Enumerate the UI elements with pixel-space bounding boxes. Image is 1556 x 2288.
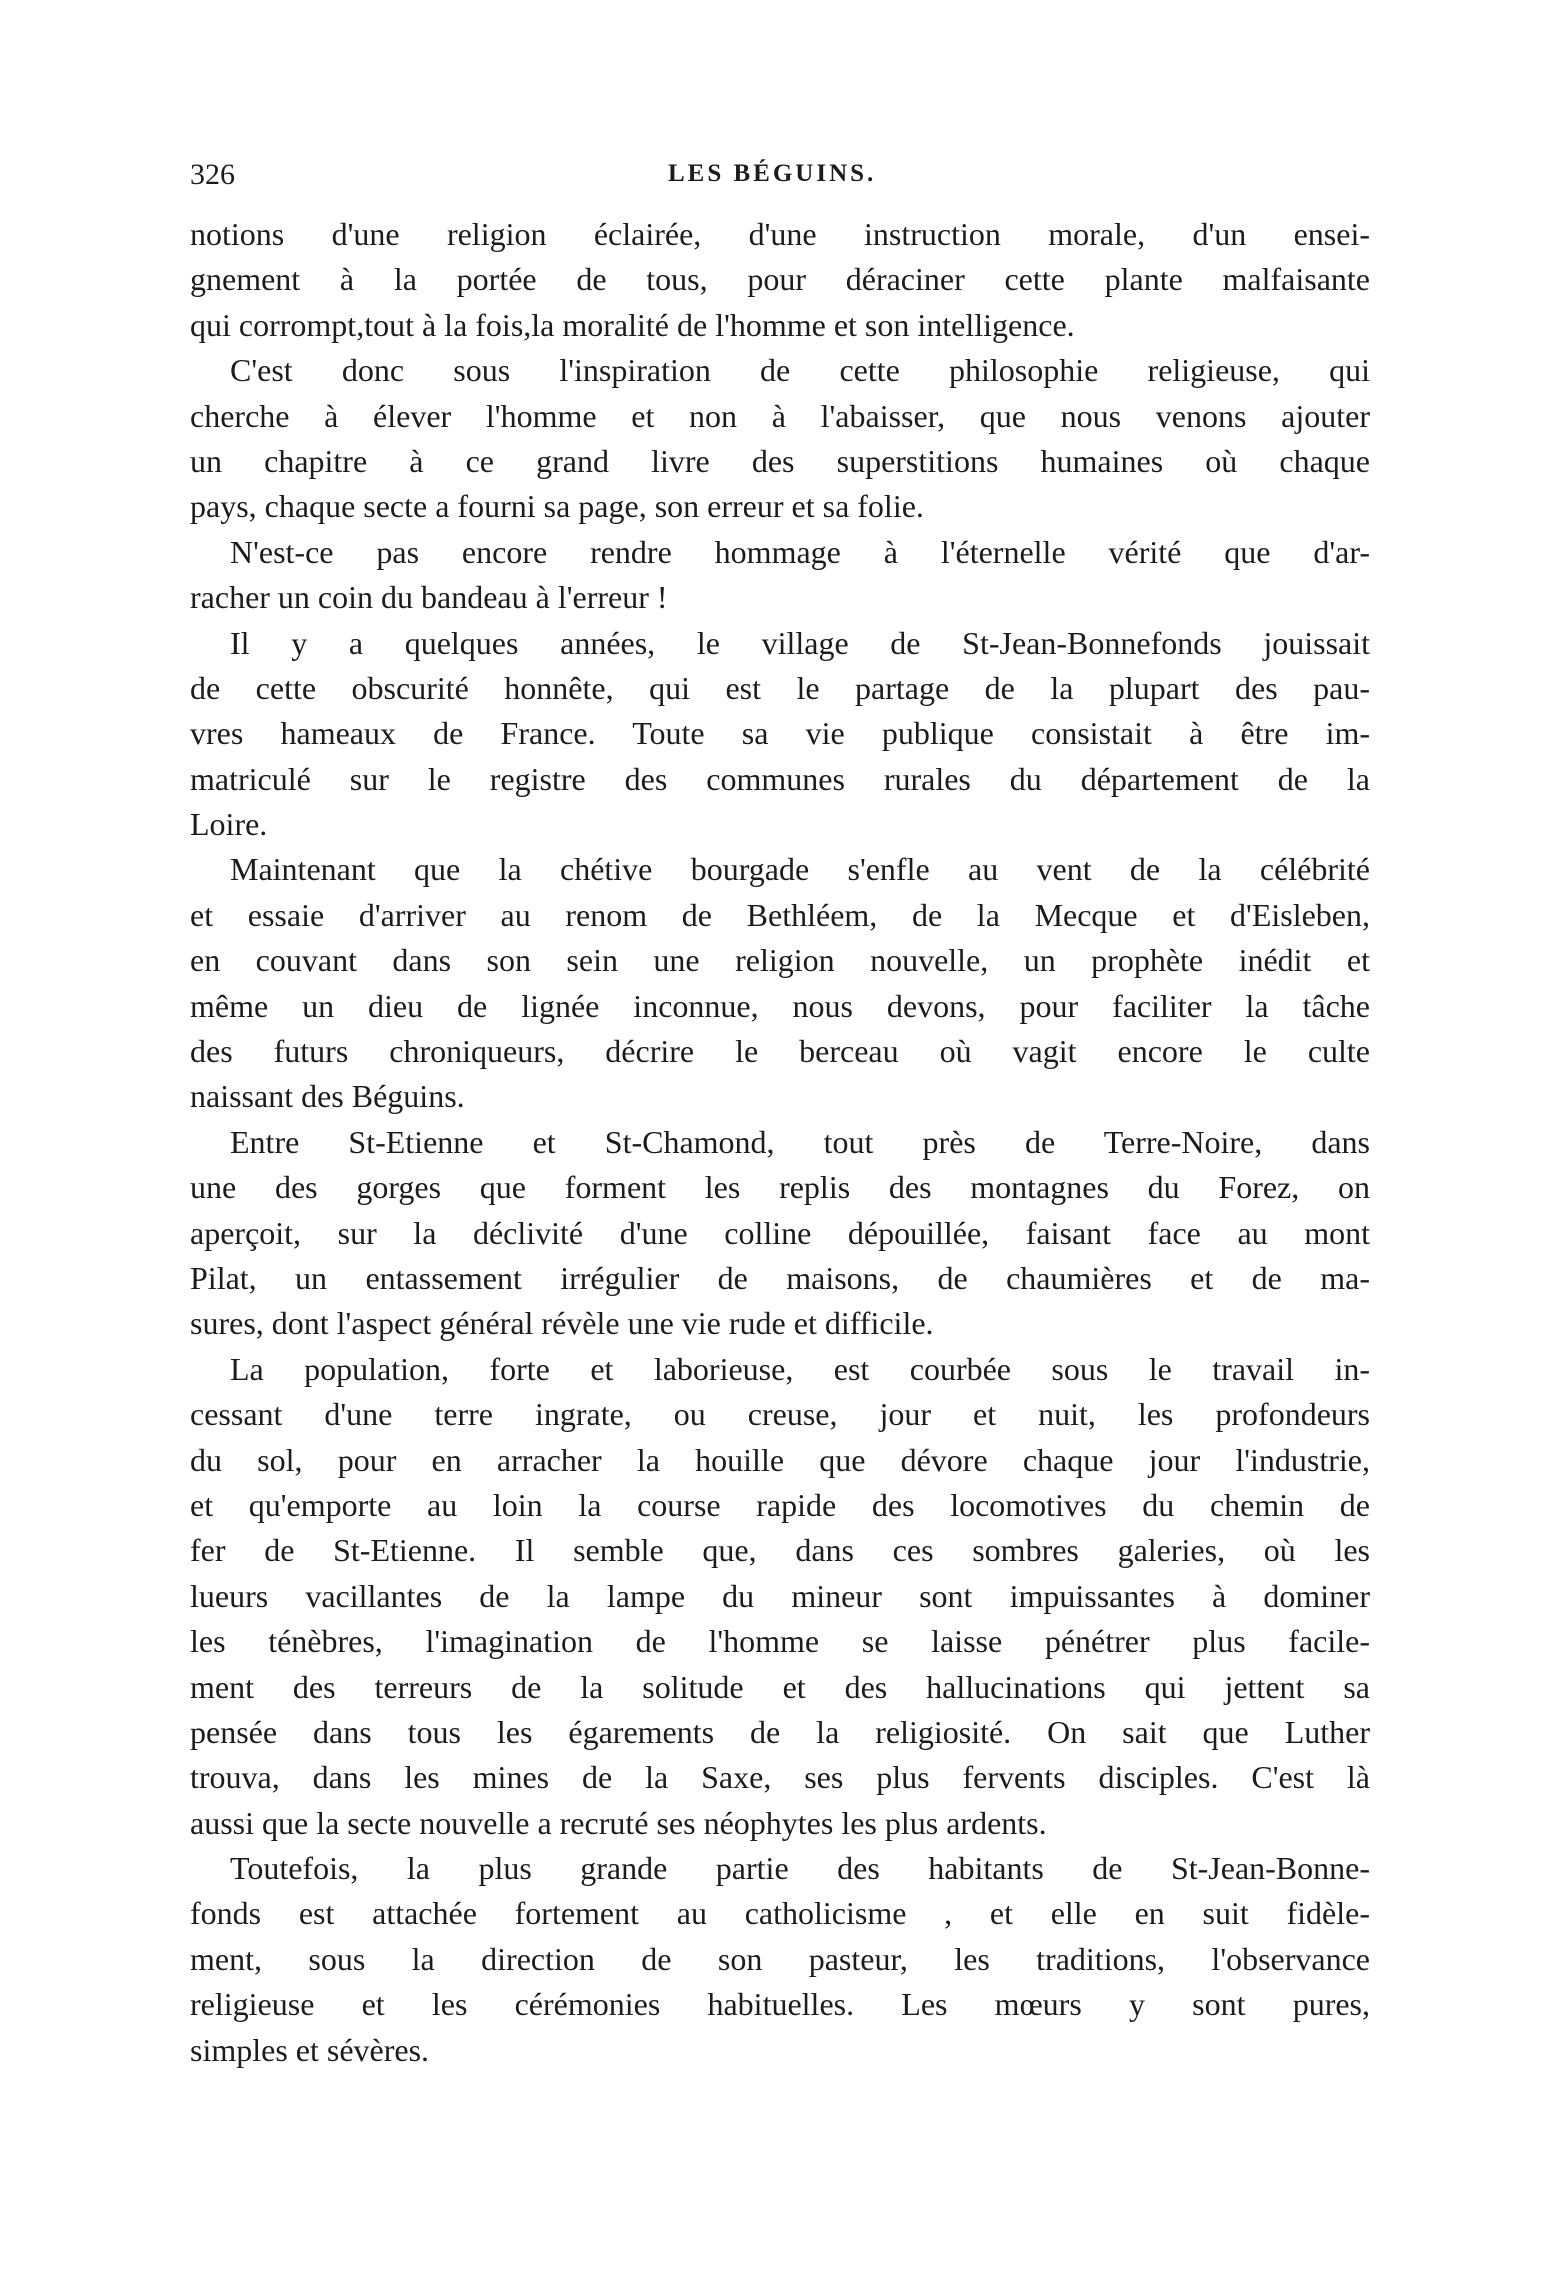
- text-line: Maintenant que la chétive bourgade s'enfle au vent de la célébrité: [230, 851, 1370, 888]
- text-line: en couvant dans son sein une religion nouvelle, un prophète inédit et: [190, 942, 1370, 979]
- text-line: lueurs vacillantes de la lampe du mineur sont impuissantes à dominer: [190, 1577, 1370, 1614]
- text-line: Entre St-Etienne et St-Chamond, tout près de Terre-Noire, dans: [230, 1123, 1370, 1160]
- text-line: Toutefois, la plus grande partie des habitants de St-Jean-Bonne-: [230, 1850, 1370, 1887]
- text-line: Pilat, un entassement irrégulier de maisons, de chaumières et de ma-: [190, 1259, 1370, 1296]
- text-line: notions d'une religion éclairée, d'une instruction morale, d'un ensei-: [190, 216, 1370, 252]
- text-line: aperçoit, sur la déclivité d'une colline dépouillée, faisant face au mont: [190, 1214, 1370, 1251]
- text-line: ment des terreurs de la solitude et des hallucinations qui jettent sa: [190, 1668, 1370, 1705]
- text-line: naissant des Béguins.: [190, 1078, 465, 1115]
- text-line: C'est donc sous l'inspiration de cette philosophie religieuse, qui: [230, 352, 1370, 389]
- text-line: La population, forte et laborieuse, est courbée sous le travail in-: [230, 1350, 1370, 1387]
- page-number: 326: [190, 158, 235, 191]
- text-line: fonds est attachée fortement au catholicisme , et elle en suit fidèle-: [190, 1895, 1370, 1932]
- text-line: même un dieu de lignée inconnue, nous devons, pour faciliter la tâche: [190, 987, 1370, 1024]
- running-title: LES BÉGUINS.: [668, 160, 877, 187]
- text-line: et qu'emporte au loin la course rapide des locomotives du chemin de: [190, 1486, 1370, 1523]
- text-line: matriculé sur le registre des communes rurales du département de la: [190, 760, 1370, 797]
- text-line: un chapitre à ce grand livre des superstitions humaines où chaque: [190, 442, 1370, 479]
- text-line: du sol, pour en arracher la houille que dévore chaque jour l'industrie,: [190, 1441, 1370, 1478]
- text-line: pays, chaque secte a fourni sa page, son erreur et sa folie.: [190, 488, 924, 525]
- text-line: N'est-ce pas encore rendre hommage à l'éternelle vérité que d'ar-: [230, 533, 1370, 570]
- text-line: Il y a quelques années, le village de St-Jean-Bonnefonds jouissait: [230, 624, 1370, 661]
- text-line: les ténèbres, l'imagination de l'homme se laisse pénétrer plus facile-: [190, 1623, 1370, 1660]
- text-line: une des gorges que forment les replis des montagnes du Forez, on: [190, 1169, 1370, 1206]
- text-line: cherche à élever l'homme et non à l'abaisser, que nous venons ajouter: [190, 397, 1370, 434]
- text-line: racher un coin du bandeau à l'erreur !: [190, 579, 668, 616]
- text-line: qui corrompt,tout à la fois,la moralité de l'homme et son intelligence.: [190, 306, 1075, 343]
- text-line: religieuse et les cérémonies habituelles. Les mœurs y sont pures,: [190, 1986, 1370, 2023]
- text-line: Loire.: [190, 806, 268, 843]
- text-line: pensée dans tous les égarements de la religiosité. On sait que Luther: [190, 1713, 1370, 1750]
- text-line: gnement à la portée de tous, pour déraciner cette plante malfaisante: [190, 261, 1370, 298]
- text-line: fer de St-Etienne. Il semble que, dans ces sombres galeries, où les: [190, 1532, 1370, 1569]
- page-header: [190, 158, 1370, 198]
- text-line: ment, sous la direction de son pasteur, les traditions, l'observance: [190, 1940, 1370, 1977]
- text-line: simples et sévères.: [190, 2031, 430, 2068]
- text-line: de cette obscurité honnête, qui est le partage de la plupart des pau-: [190, 669, 1370, 706]
- body-text: [190, 212, 1370, 2073]
- text-line: vres hameaux de France. Toute sa vie publique consistait à être im-: [190, 715, 1370, 752]
- text-line: et essaie d'arriver au renom de Bethléem, de la Mecque et d'Eisleben,: [190, 896, 1370, 933]
- text-line: des futurs chroniqueurs, décrire le berceau où vagit encore le culte: [190, 1033, 1370, 1070]
- text-line: cessant d'une terre ingrate, ou creuse, jour et nuit, les profondeurs: [190, 1396, 1370, 1433]
- text-line: sures, dont l'aspect général révèle une vie rude et difficile.: [190, 1305, 934, 1342]
- text-line: trouva, dans les mines de la Saxe, ses plus fervents disciples. C'est là: [190, 1759, 1370, 1796]
- text-line: aussi que la secte nouvelle a recruté ses néophytes les plus ardents.: [190, 1804, 1047, 1841]
